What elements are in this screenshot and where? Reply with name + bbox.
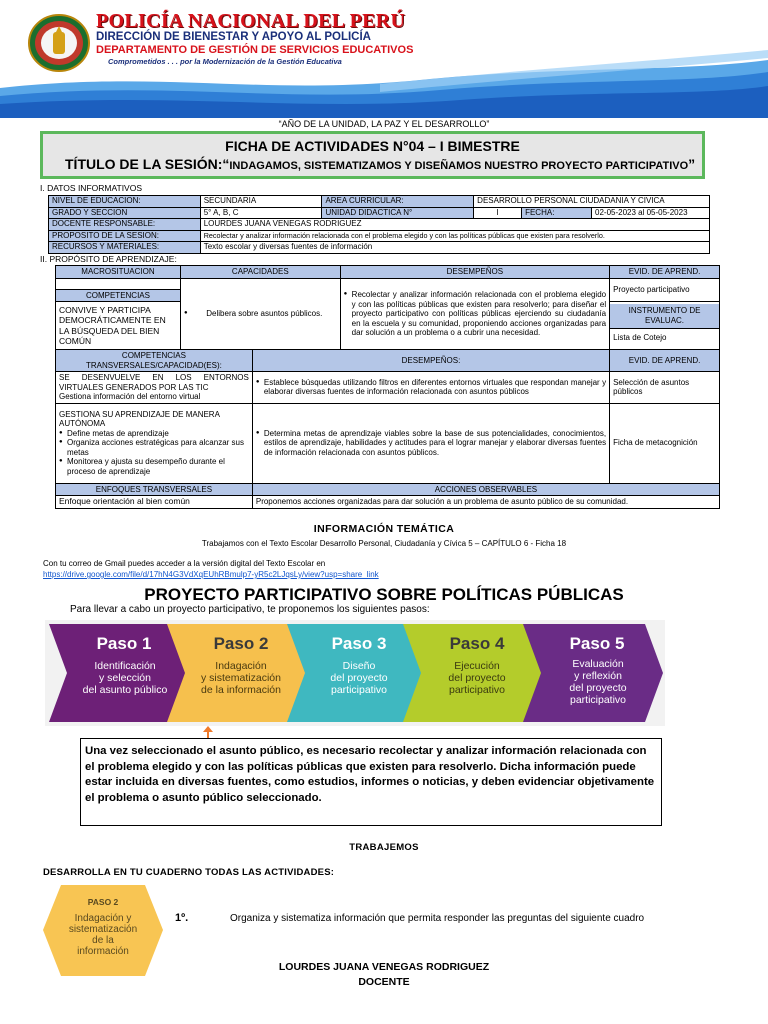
institution-name: POLICÍA NACIONAL DEL PERÚ [96,10,406,32]
project-title: PROYECTO PARTICIPATIVO SOBRE POLÍTICAS PÚBLICAS [144,585,624,604]
directorate-name: DIRECCIÓN DE BIENESTAR Y APOYO AL POLICÍA [96,31,371,43]
recursos-value: Texto escolar y diversas fuentes de información [200,242,709,254]
fecha-value: 02-05-2023 al 05-05-2023 [592,207,710,219]
header-banner [0,0,768,118]
proposito-label: PROPOSITO DE LA SESION: [49,230,201,242]
evidencia2-header: EVID. DE APREND. [610,350,720,372]
paso-line: de la [92,935,114,946]
autonoma-item: ● Organiza acciones estratégicas para alcanzar sus metas [59,438,249,457]
activity-number: 1º. [175,912,189,924]
step-1-text [67,660,183,696]
accion-value: Proponemos acciones organizadas para dar solución a un problema de asunto público de su comunidad. [252,496,719,509]
macrosituacion-cell [56,278,181,289]
autonoma-desempeno: ● Determina metas de aprendizaje viables sobre la base de sus potencialidades, conocimientos, estilos de aprendizaje, habilidades y actitudes para el lograr manejar y elaborar diversas fuentes de información relacionada con asuntos públicos. [256,429,606,458]
evidencia-value: Proyecto participativo [610,278,720,302]
step-line: Ejecución [454,660,500,672]
step-line: del asunto público [82,684,168,696]
acciones-header: ACCIONES OBSERVABLES [252,483,719,496]
tic-competencia-cell [56,372,253,404]
desempeno-cell [340,278,609,350]
paso-line: Indagación y [74,913,132,924]
step-line: participativo [330,684,388,696]
project-intro: Para llevar a cabo un proyecto participativo, te proponemos los siguientes pasos: [70,604,430,615]
proposito-value: Recolectar y analizar información relacionada con el problema elegido y con las políticas públicas que existen para resolverlo. [200,230,709,242]
step-5-title: Paso 5 [569,634,625,653]
year-motto: “AÑO DE LA UNIDAD, LA PAZ Y EL DESARROLLO” [278,119,490,129]
competencias-header: COMPETENCIAS [56,289,181,302]
teacher-name: LOURDES JUANA VENEGAS RODRIGUEZ [278,961,490,973]
paso-2-label: PASO 2 [87,897,119,907]
session-title-suffix: ” [688,156,696,172]
teacher-role: DOCENTE [358,976,410,988]
step-line: Indagación [215,660,267,672]
paso-2-text [43,913,163,957]
step-line: Identificación [94,660,156,672]
macrosituacion-header: MACROSITUACION [56,266,181,279]
trabajemos-heading: TRABAJEMOS [349,842,419,853]
autonoma-competencia: GESTIONA SU APRENDIZAJE DE MANERA AUTÓNOMA [59,409,220,429]
unidad-value: I [474,207,522,219]
step-line: del proyecto [448,672,506,684]
section-proposito-heading: II. PROPÓSITO DE APRENDIZAJE: [40,254,177,264]
instrumento-header: INSTRUMENTO DE EVALUAC. [610,304,719,329]
recursos-label: RECURSOS Y MATERIALES: [49,242,201,254]
info-subtitle: Trabajamos con el Texto Escolar Desarrollo Personal, Ciudadanía y Cívica 5 – CAPÍTULO 6 - Ficha 18 [201,539,567,548]
autonoma-desempeno-cell [252,403,609,483]
step-line: participativo [569,694,627,706]
autonoma-cell [56,403,253,483]
table-row [49,242,710,254]
capacidades-header: CAPACIDADES [180,266,340,279]
step-2-info-box: Una vez seleccionado el asunto público, es necesario recolectar y analizar información relacionada con el problema elegido y con las políticas públicas que existen para resolverlo. Dicha información puede estar incluida en diversas fuentes, como estudios, informes o noticias, y deben evidenciar objetivamente el problema o asunto público seleccionado. [80,738,662,826]
fecha-label: FECHA: [522,207,592,219]
proposito-table [55,265,720,509]
tic-competencia: SE DESENVUELVE EN LOS ENTORNOS VIRTUALES GENERADOS POR LAS TIC [59,373,249,392]
docente-value: LOURDES JUANA VENEGAS RODRIGUEZ [200,219,709,231]
step-line: del proyecto [330,672,388,684]
evidencia-header: EVID. DE APREND. [610,266,720,279]
step-line: Evaluación [572,658,624,670]
institution-motto: Comprometidos . . . por la Modernización de la Gestión Educativa [108,57,342,66]
step-line: y sistematización [201,672,281,684]
competencia-value: CONVIVE Y PARTICIPA DEMOCRÁTICAMENTE EN LA BÚSQUEDA DEL BIEN COMÚN [56,302,181,350]
desempenos-header: DESEMPEÑOS [340,266,609,279]
step-4-title: Paso 4 [449,634,505,653]
step-1-title: Paso 1 [96,634,152,653]
enfoques-header: ENFOQUES TRANSVERSALES [56,483,253,496]
nivel-label: NIVEL DE EDUCACION: [49,196,201,208]
autonoma-item: ● Define metas de aprendizaje [59,429,249,439]
cuaderno-instruction: DESARROLLA EN TU CUADERNO TODAS LAS ACTIVIDADES: [43,867,335,878]
step-3-title: Paso 3 [331,634,387,653]
paso-line: sistematización [68,924,138,935]
step-line: de la información [201,684,281,696]
step-line: del proyecto [569,682,627,694]
instrumento-value: Lista de Cotejo [613,333,667,343]
table-row [49,219,710,231]
datos-table [48,195,710,254]
autonoma-evidencia: Ficha de metacognición [610,403,720,483]
paso-line: información [77,946,129,957]
table-row [49,230,710,242]
session-title-text: INDAGAMOS, SISTEMATIZAMOS Y DISEÑAMOS NUESTRO PROYECTO PARTICIPATIVO [229,160,689,172]
section-datos-heading: I. DATOS INFORMATIVOS [40,183,143,193]
autonoma-item: ● Monitorea y ajusta su desempeño durante el proceso de aprendizaje [59,457,249,476]
department-name: DEPARTAMENTO DE GESTIÓN DE SERVICIOS EDUCATIVOS [96,44,414,56]
session-title [65,156,695,172]
steps-graphic [45,620,665,726]
activity-text: Organiza y sistematiza información que permita responder las preguntas del siguiente cuadro [230,913,645,924]
step-2-title: Paso 2 [213,634,269,653]
transversales-header: COMPETENCIAS TRANSVERSALES/CAPACIDAD(ES): [56,350,253,372]
step-2-text [181,660,301,696]
tic-desempeno: ● Establece búsquedas utilizando filtros en diferentes entornos virtuales que respondan manejar y elaborar diversas fuentes de información relacionada con asuntos públicos [256,378,606,397]
step-line: y selección [99,672,151,684]
step-line: Diseño [342,660,376,672]
tic-capacidad: Gestiona información del entorno virtual [59,392,201,401]
unidad-label: UNIDAD DIDACTICA N° [322,207,474,219]
area-label: AREA CURRICULAR: [322,196,474,208]
table-row [49,196,710,208]
grado-value: 5° A, B, C [200,207,322,219]
step-4-text [421,660,533,696]
table-row [56,266,720,279]
tic-evidencia: Selección de asuntos públicos [610,372,720,404]
nivel-value: SECUNDARIA [200,196,322,208]
session-title-prefix: TÍTULO DE LA SESIÓN:“ [65,156,230,172]
table-row [56,403,720,483]
step-line: participativo [448,684,506,696]
table-row [56,372,720,404]
capacidad-cell [180,278,340,350]
gmail-note: Con tu correo de Gmail puedes acceder a la versión digital del Texto Escolar en [43,559,326,568]
grado-label: GRADO Y SECCION [49,207,201,219]
docente-label: DOCENTE RESPONSABLE: [49,219,201,231]
table-row [56,350,720,372]
step-3-text [303,660,415,696]
worksheet-title: FICHA DE ACTIVIDADES N°04 – I BIMESTRE [225,138,520,154]
table-row [56,483,720,496]
table-row [56,496,720,509]
enfoque-value: Enfoque orientación al bien común [56,496,253,509]
info-title: INFORMACIÓN TEMÁTICA [313,523,455,535]
police-crest-icon [26,12,92,74]
area-value: DESARROLLO PERSONAL CIUDADANIA Y CIVICA [474,196,710,208]
table-row [49,207,710,219]
title-box [40,131,705,179]
textbook-link[interactable]: https://drive.google.com/file/d/17hN4G3VdXqEUhRBmulp7-yR5c2LJqsLy/view?usp=share_link [43,570,379,579]
table-row [56,278,720,289]
desempeno-item: ● Recolectar y analizar información relacionada con el problema elegido y con las políticas públicas que existen para resolverlo; para diseñar el proyecto participativo con políticas públicas ejerciendo su ciudadanía en la escuela y su comunidad, proponiendo acciones organizadas para dar solución a un problema o a cubrir una necesidad. [344,290,606,338]
capacidad-item: ● Delibera sobre asuntos públicos. [184,309,337,319]
tic-desempeno-cell [252,372,609,404]
instrumento-cell [610,302,720,350]
step-5-text [539,658,657,706]
step-line: y reflexión [574,670,622,682]
desempenos2-header: DESEMPEÑOS: [252,350,609,372]
